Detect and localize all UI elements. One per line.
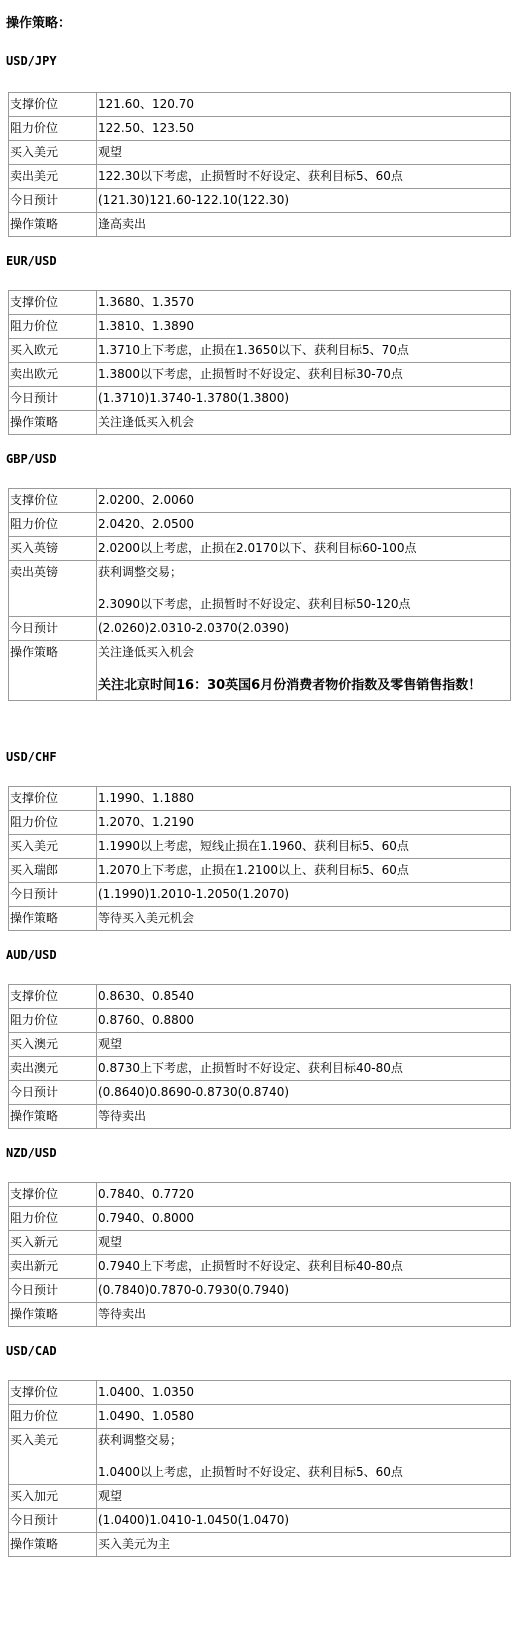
row-label: 买入英镑: [9, 537, 97, 561]
row-label: 今日预计: [9, 1279, 97, 1303]
row-value: 0.8760、0.8800: [97, 1009, 511, 1033]
table-row: [9, 617, 511, 641]
table-row: [9, 489, 511, 513]
row-label: 卖出欧元: [9, 363, 97, 387]
row-value: (0.8640)0.8690-0.8730(0.8740): [97, 1081, 511, 1105]
row-value: 观望: [97, 1231, 511, 1255]
row-value: [97, 641, 511, 701]
row-value: 1.3810、1.3890: [97, 315, 511, 339]
row-value: (2.0260)2.0310-2.0370(2.0390): [97, 617, 511, 641]
row-value: 等待买入美元机会: [97, 907, 511, 931]
table-row: [9, 1533, 511, 1557]
row-label: 今日预计: [9, 883, 97, 907]
row-label: 今日预计: [9, 617, 97, 641]
row-label: 阻力价位: [9, 315, 97, 339]
section-title-usdcad: USD/CAD: [6, 1344, 57, 1358]
row-label: 支撑价位: [9, 787, 97, 811]
row-label: 支撑价位: [9, 93, 97, 117]
row-label: 支撑价位: [9, 489, 97, 513]
table-row: [9, 1509, 511, 1533]
gbpusd-table: [8, 488, 511, 701]
table-row: [9, 513, 511, 537]
table-row: [9, 561, 511, 617]
table-row: [9, 907, 511, 931]
row-value: 观望: [97, 1485, 511, 1509]
usdcad-table: [8, 1380, 511, 1557]
row-value: 0.8730上下考虑，止损暂时不好设定、获利目标40-80点: [97, 1057, 511, 1081]
row-label: 今日预计: [9, 189, 97, 213]
row-label: 买入瑞郎: [9, 859, 97, 883]
row-label: 支撑价位: [9, 1381, 97, 1405]
row-value-line: 1.0400以上考虑，止损暂时不好设定、获利目标5、60点: [98, 1465, 403, 1479]
table-row: [9, 189, 511, 213]
row-value: 1.3680、1.3570: [97, 291, 511, 315]
row-label: 阻力价位: [9, 1405, 97, 1429]
row-label: 卖出美元: [9, 165, 97, 189]
row-value: 1.0490、1.0580: [97, 1405, 511, 1429]
row-value: (1.1990)1.2010-1.2050(1.2070): [97, 883, 511, 907]
row-value: 1.0400、1.0350: [97, 1381, 511, 1405]
row-label: 买入欧元: [9, 339, 97, 363]
row-label: 操作策略: [9, 1303, 97, 1327]
audusd-table: [8, 984, 511, 1129]
notice-text: 关注北京时间16：30英国6月份消费者物价指数及零售销售指数！: [98, 678, 482, 693]
row-value: 122.50、123.50: [97, 117, 511, 141]
table-row: [9, 1429, 511, 1485]
row-label: 阻力价位: [9, 1009, 97, 1033]
row-label: 卖出新元: [9, 1255, 97, 1279]
row-value-line: 2.3090以下考虑，止损暂时不好设定、获利目标50-120点: [98, 597, 411, 611]
row-value: 2.0200以上考虑，止损在2.0170以下、获利目标60-100点: [97, 537, 511, 561]
row-value: (1.0400)1.0410-1.0450(1.0470): [97, 1509, 511, 1533]
table-row: [9, 1485, 511, 1509]
table-row: [9, 363, 511, 387]
table-row: [9, 165, 511, 189]
row-value: 买入美元为主: [97, 1533, 511, 1557]
nzdusd-table: [8, 1182, 511, 1327]
row-label: 卖出澳元: [9, 1057, 97, 1081]
row-value: 逢高卖出: [97, 213, 511, 237]
row-label: 操作策略: [9, 1105, 97, 1129]
table-row: [9, 787, 511, 811]
table-row: [9, 859, 511, 883]
section-title-usdchf: USD/CHF: [6, 750, 57, 764]
page-title: 操作策略：: [6, 16, 72, 31]
row-label: 今日预计: [9, 1509, 97, 1533]
table-row: [9, 387, 511, 411]
row-value-line: 关注逢低买入机会: [98, 645, 195, 659]
row-value-line: 获利调整交易；: [98, 1433, 183, 1447]
row-value: 等待卖出: [97, 1105, 511, 1129]
row-value: 2.0200、2.0060: [97, 489, 511, 513]
table-row: [9, 141, 511, 165]
row-value: 关注逢低买入机会: [97, 411, 511, 435]
row-label: 操作策略: [9, 907, 97, 931]
section-title-gbpusd: GBP/USD: [6, 452, 57, 466]
row-value: 等待卖出: [97, 1303, 511, 1327]
row-label: 支撑价位: [9, 1183, 97, 1207]
table-row: [9, 315, 511, 339]
table-row: [9, 883, 511, 907]
section-title-nzdusd: NZD/USD: [6, 1146, 57, 1160]
row-value: 1.2070、1.2190: [97, 811, 511, 835]
table-row: [9, 1207, 511, 1231]
row-value: 2.0420、2.0500: [97, 513, 511, 537]
row-label: 操作策略: [9, 641, 97, 701]
row-value: (1.3710)1.3740-1.3780(1.3800): [97, 387, 511, 411]
row-value: 1.3710上下考虑，止损在1.3650以下、获利目标5、70点: [97, 339, 511, 363]
table-row: [9, 537, 511, 561]
table-row: [9, 1279, 511, 1303]
table-row: [9, 213, 511, 237]
row-label: 操作策略: [9, 213, 97, 237]
table-row: [9, 1081, 511, 1105]
table-row: [9, 1231, 511, 1255]
row-label: 今日预计: [9, 387, 97, 411]
row-label: 支撑价位: [9, 985, 97, 1009]
row-value: 观望: [97, 1033, 511, 1057]
usdjpy-table: [8, 92, 511, 237]
table-row: [9, 291, 511, 315]
usdchf-table: [8, 786, 511, 931]
eurusd-table: [8, 290, 511, 435]
table-row: [9, 641, 511, 701]
row-value: (121.30)121.60-122.10(122.30): [97, 189, 511, 213]
row-value: [97, 561, 511, 617]
row-label: 买入澳元: [9, 1033, 97, 1057]
row-label: 支撑价位: [9, 291, 97, 315]
table-row: [9, 1057, 511, 1081]
section-title-audusd: AUD/USD: [6, 948, 57, 962]
row-value: (0.7840)0.7870-0.7930(0.7940): [97, 1279, 511, 1303]
row-value: 1.2070上下考虑，止损在1.2100以上、获利目标5、60点: [97, 859, 511, 883]
table-row: [9, 339, 511, 363]
row-value: 观望: [97, 141, 511, 165]
row-value: 0.8630、0.8540: [97, 985, 511, 1009]
row-value: 0.7840、0.7720: [97, 1183, 511, 1207]
row-label: 阻力价位: [9, 811, 97, 835]
table-row: [9, 1183, 511, 1207]
row-label: 买入美元: [9, 835, 97, 859]
table-row: [9, 1303, 511, 1327]
table-row: [9, 1255, 511, 1279]
row-value: 0.7940上下考虑，止损暂时不好设定、获利目标40-80点: [97, 1255, 511, 1279]
row-label: 买入加元: [9, 1485, 97, 1509]
row-value: 1.3800以下考虑，止损暂时不好设定、获利目标30-70点: [97, 363, 511, 387]
table-row: [9, 985, 511, 1009]
row-value: 1.1990、1.1880: [97, 787, 511, 811]
section-title-eurusd: EUR/USD: [6, 254, 57, 268]
row-label: 买入新元: [9, 1231, 97, 1255]
table-row: [9, 1033, 511, 1057]
row-label: 阻力价位: [9, 1207, 97, 1231]
row-label: 买入美元: [9, 1429, 97, 1485]
row-label: 阻力价位: [9, 117, 97, 141]
table-row: [9, 411, 511, 435]
table-row: [9, 811, 511, 835]
row-value: [97, 1429, 511, 1485]
row-value: 1.1990以上考虑，短线止损在1.1960、获利目标5、60点: [97, 835, 511, 859]
table-row: [9, 1381, 511, 1405]
table-row: [9, 1009, 511, 1033]
row-value: 0.7940、0.8000: [97, 1207, 511, 1231]
table-row: [9, 93, 511, 117]
table-row: [9, 1405, 511, 1429]
section-title-usdjpy: USD/JPY: [6, 54, 57, 68]
table-row: [9, 1105, 511, 1129]
row-label: 买入美元: [9, 141, 97, 165]
table-row: [9, 117, 511, 141]
row-label: 操作策略: [9, 411, 97, 435]
table-row: [9, 835, 511, 859]
row-label: 今日预计: [9, 1081, 97, 1105]
row-label: 阻力价位: [9, 513, 97, 537]
row-value: 121.60、120.70: [97, 93, 511, 117]
row-value: 122.30以下考虑，止损暂时不好设定、获利目标5、60点: [97, 165, 511, 189]
row-label: 操作策略: [9, 1533, 97, 1557]
row-value-line: 获利调整交易；: [98, 565, 183, 579]
row-label: 卖出英镑: [9, 561, 97, 617]
